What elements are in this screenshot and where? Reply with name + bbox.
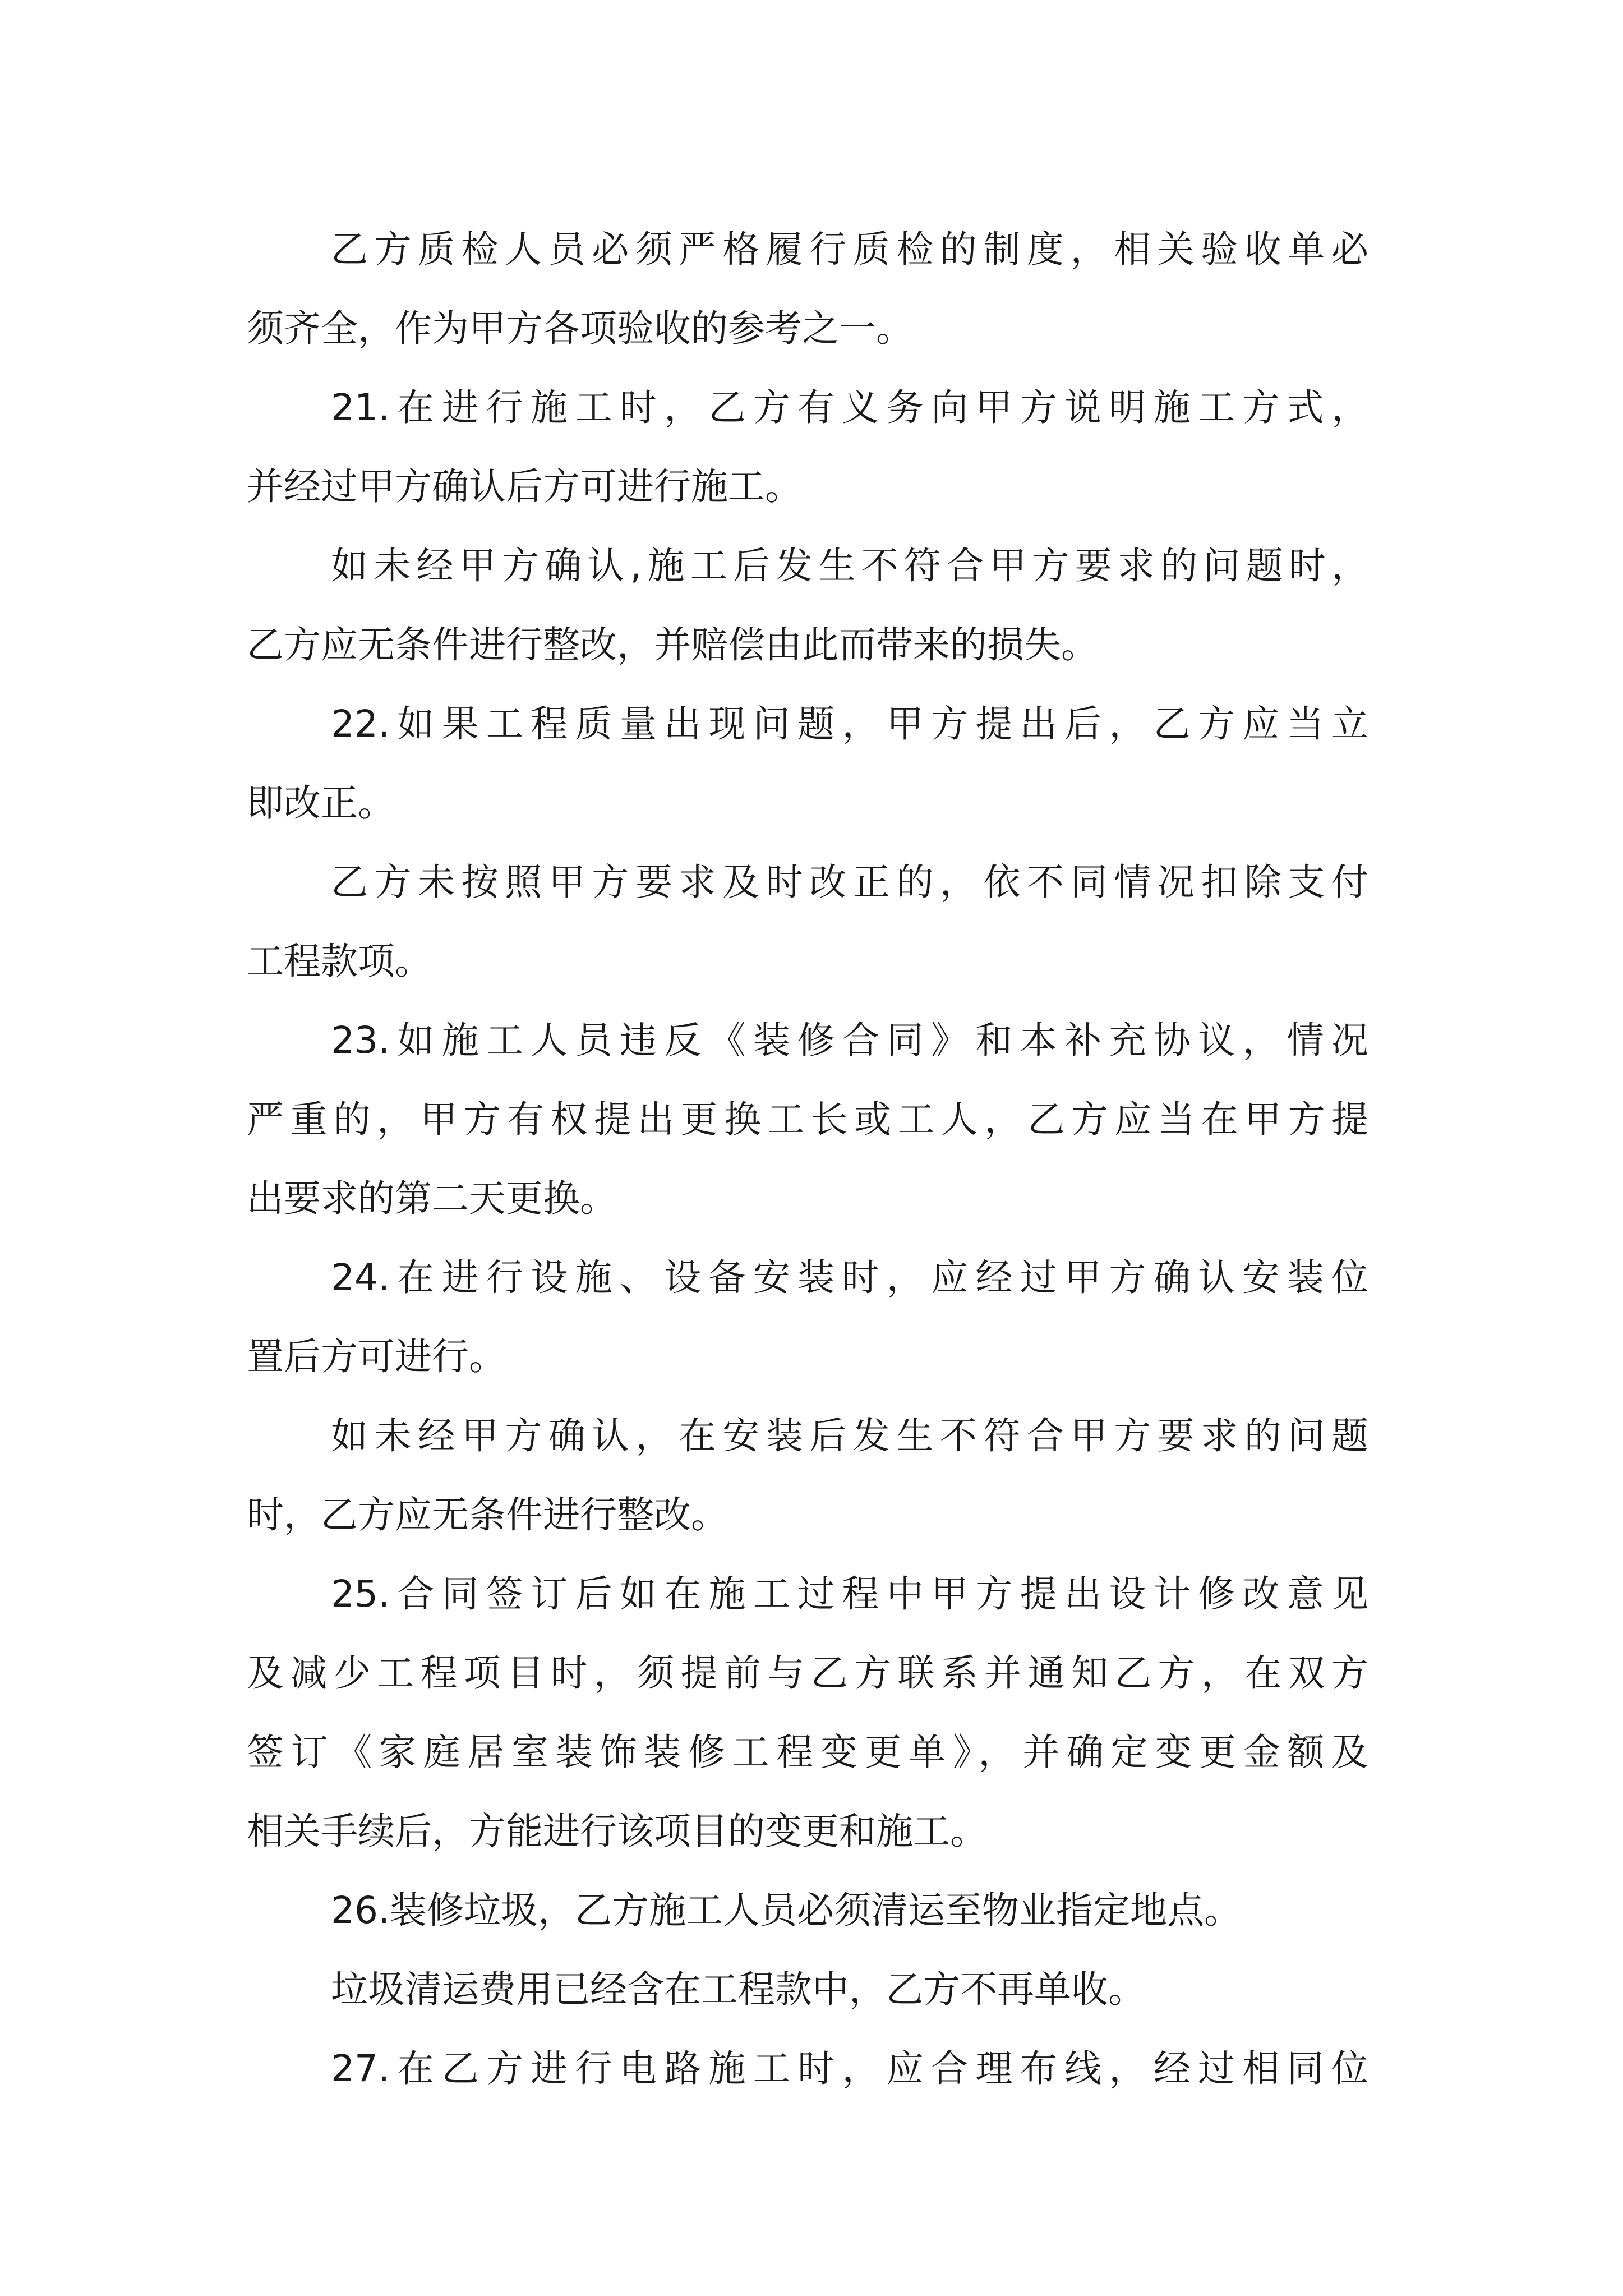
text-line: 24.在进行设施、设备安装时，应经过甲方确认安装位 — [331, 1256, 1368, 1299]
text-line: 须齐全，作为甲方各项验收的参考之一。 — [247, 307, 913, 350]
text-line: 22.如果工程质量出现问题，甲方提出后，乙方应当立 — [331, 702, 1368, 746]
text-line: 严重的，甲方有权提出更换工长或工人，乙方应当在甲方提 — [247, 1098, 1368, 1141]
text-line: 并经过甲方确认后方可进行施工。 — [247, 465, 802, 508]
text-line: 乙方未按照甲方要求及时改正的，依不同情况扣除支付 — [331, 861, 1368, 904]
text-line: 21.在进行施工时，乙方有义务向甲方说明施工方式， — [331, 386, 1368, 429]
text-line: 相关手续后，方能进行该项目的变更和施工。 — [247, 1810, 987, 1853]
text-line: 时，乙方应无条件进行整改。 — [247, 1493, 728, 1536]
text-line: 置后方可进行。 — [247, 1335, 506, 1378]
text-line: 如未经甲方确认，在安装后发生不符合甲方要求的问题 — [331, 1414, 1368, 1457]
text-line: 签订《家庭居室装饰装修工程变更单》，并确定变更金额及 — [247, 1731, 1368, 1774]
text-line: 乙方质检人员必须严格履行质检的制度，相关验收单必 — [331, 228, 1368, 271]
text-line: 及减少工程项目时，须提前与乙方联系并通知乙方，在双方 — [247, 1651, 1368, 1695]
text-line: 出要求的第二天更换。 — [247, 1177, 617, 1220]
text-line: 如未经甲方确认,施工后发生不符合甲方要求的问题时， — [331, 544, 1368, 587]
text-line: 26.装修垃圾，乙方施工人员必须清运至物业指定地点。 — [331, 1889, 1241, 1932]
text-line: 25.合同签订后如在施工过程中甲方提出设计修改意见 — [331, 1572, 1368, 1616]
text-line: 即改正。 — [247, 781, 395, 825]
text-line: 23.如施工人员违反《装修合同》和本补充协议，情况 — [331, 1019, 1368, 1062]
text-line: 垃圾清运费用已经含在工程款中，乙方不再单收。 — [331, 1968, 1145, 2011]
text-line: 乙方应无条件进行整改，并赔偿由此而带来的损失。 — [247, 623, 1098, 666]
text-line: 工程款项。 — [247, 940, 432, 983]
text-line: 27.在乙方进行电路施工时，应合理布线，经过相同位 — [331, 2047, 1368, 2090]
